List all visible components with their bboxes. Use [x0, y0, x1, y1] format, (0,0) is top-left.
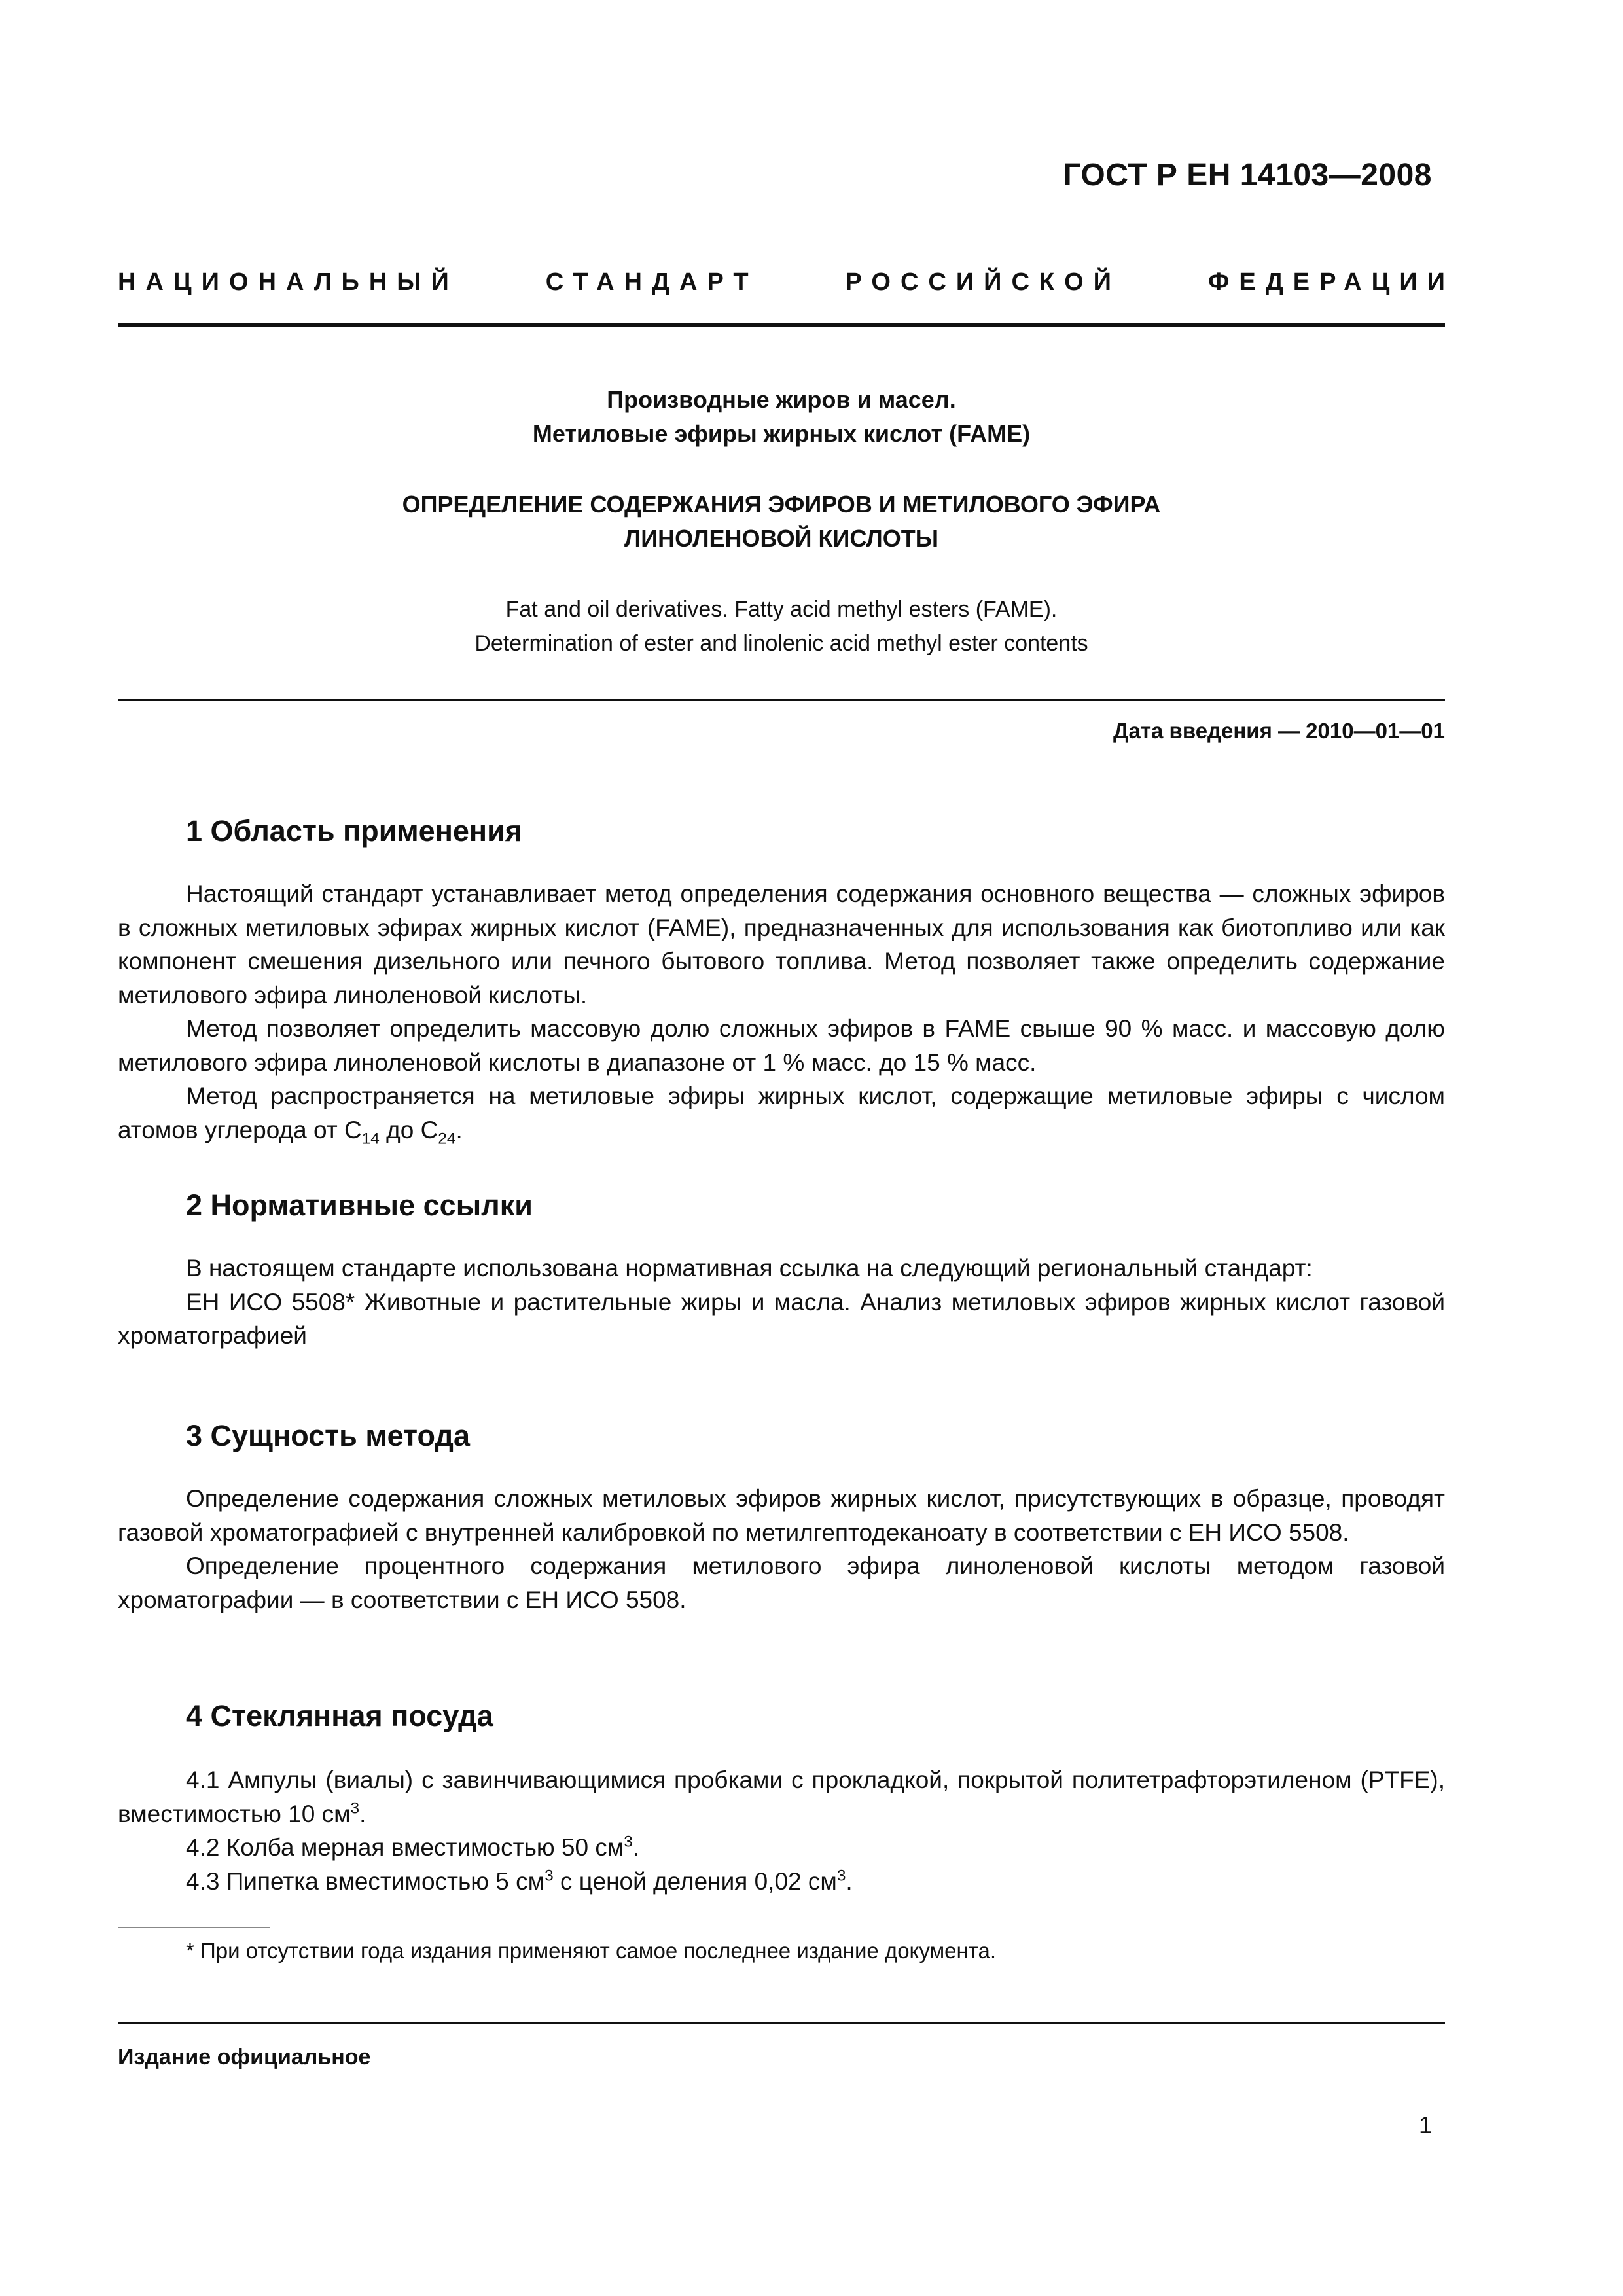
section-1-title: 1 Область применения [186, 814, 523, 848]
list-item: 4.2 Колба мерная вместимостью 50 $см^3$. [186, 1833, 640, 1861]
superscript: 3 [350, 1799, 360, 1818]
document-code: ГОСТ Р ЕН 14103—2008 [1063, 158, 1432, 192]
section-3-body [118, 1482, 1445, 1617]
title-caps-line: ОПРЕДЕЛЕНИЕ СОДЕРЖАНИЯ ЭФИРОВ И МЕТИЛОВОГО ЭФИРА [402, 491, 1161, 518]
national-title-word: НАЦИОНАЛЬНЫЙ [118, 268, 459, 296]
title-russian-line: Производные жиров и масел. [607, 386, 956, 413]
introduction-date: Дата введения — 2010—01—01 [1113, 719, 1445, 743]
footnote-divider [118, 1927, 270, 1928]
page-number: 1 [1418, 2111, 1432, 2138]
national-standard-title [118, 268, 1455, 296]
section-4-title: 4 Стеклянная посуда [186, 1699, 493, 1732]
footer-divider [118, 2022, 1445, 2024]
section-2-title: 2 Нормативные ссылки [186, 1189, 533, 1222]
title-russian-caps [118, 488, 1445, 556]
title-russian-line: Метиловые эфиры жирных кислот (FAME) [532, 420, 1031, 447]
paragraph: Определение содержания сложных метиловых эфиров жирных кислот, присутствующих в образце, проводят газовой хроматографией с внутренней калибровкой по метилгептодеканоату в соответствии с ЕН ИСО 5508. [118, 1485, 1445, 1546]
subscript: 14 [361, 1129, 380, 1147]
title-english [118, 592, 1445, 660]
list-item: 4.3 Пипетка вместимостью 5 $см^3$ с ценой деления 0,02 $см^3$. [186, 1867, 853, 1895]
section-4-body [118, 1763, 1445, 1898]
header-divider [118, 323, 1445, 327]
national-title-word: ФЕДЕРАЦИИ [1207, 268, 1455, 296]
section-3-title: 3 Сущность метода [186, 1419, 470, 1452]
title-english-line: Determination of ester and linolenic acid methyl ester contents [474, 631, 1088, 656]
list-item: 4.1 Ампулы (виалы) с завинчивающимися пробками с прокладкой, покрытой политетрафторэтиленом (PTFE), вместимостью 10 $см^3$. [118, 1767, 1445, 1827]
title-russian [118, 383, 1445, 451]
footnote: * При отсутствии года издания применяют самое последнее издание документа. [186, 1939, 997, 1963]
national-title-word: СТАНДАРТ [545, 268, 758, 296]
subscript: 24 [438, 1129, 456, 1147]
paragraph: В настоящем стандарте использована нормативная ссылка на следующий региональный стандарт: [186, 1255, 1313, 1282]
title-caps-line: ЛИНОЛЕНОВОЙ КИСЛОТЫ [624, 525, 938, 552]
title-english-line: Fat and oil derivatives. Fatty acid methyl esters (FAME). [505, 597, 1058, 622]
section-2-body [118, 1251, 1445, 1353]
superscript: 3 [624, 1833, 633, 1851]
reference-entry: ЕН ИСО 5508* Животные и растительные жиры и масла. Анализ метиловых эфиров жирных кислот газовой хроматографией [118, 1288, 1445, 1349]
paragraph: Метод позволяет определить массовую долю сложных эфиров в FAME свыше 90 % масс. и массовую долю метилового эфира линоленовой кислоты в диапазоне от 1 % масс. до 15 % масс. [118, 1015, 1445, 1076]
title-divider [118, 699, 1445, 701]
paragraph: Метод распространяется на метиловые эфиры жирных кислот, содержащие метиловые эфиры с числом атомов углерода от $С_{14}$ до $С_{24}$. [118, 1083, 1445, 1147]
edition-label: Издание официальное [118, 2045, 371, 2070]
national-title-word: РОССИЙСКОЙ [845, 268, 1121, 296]
paragraph: Настоящий стандарт устанавливает метод определения содержания основного вещества — сложных эфиров в сложных метиловых эфирах жирных кислот (FAME), предназначенных для использования как биотопливо или как компонент смешения дизельного или печного бытового топлива. Метод позволяет также определить содержание метилового эфира линоленовой кислоты. [118, 880, 1445, 1009]
section-1-body [118, 877, 1445, 1147]
superscript: 3 [836, 1867, 846, 1885]
superscript: 3 [544, 1867, 554, 1885]
paragraph: Определение процентного содержания метилового эфира линоленовой кислоты методом газовой хроматографии — в соответствии с ЕН ИСО 5508. [118, 1552, 1445, 1613]
